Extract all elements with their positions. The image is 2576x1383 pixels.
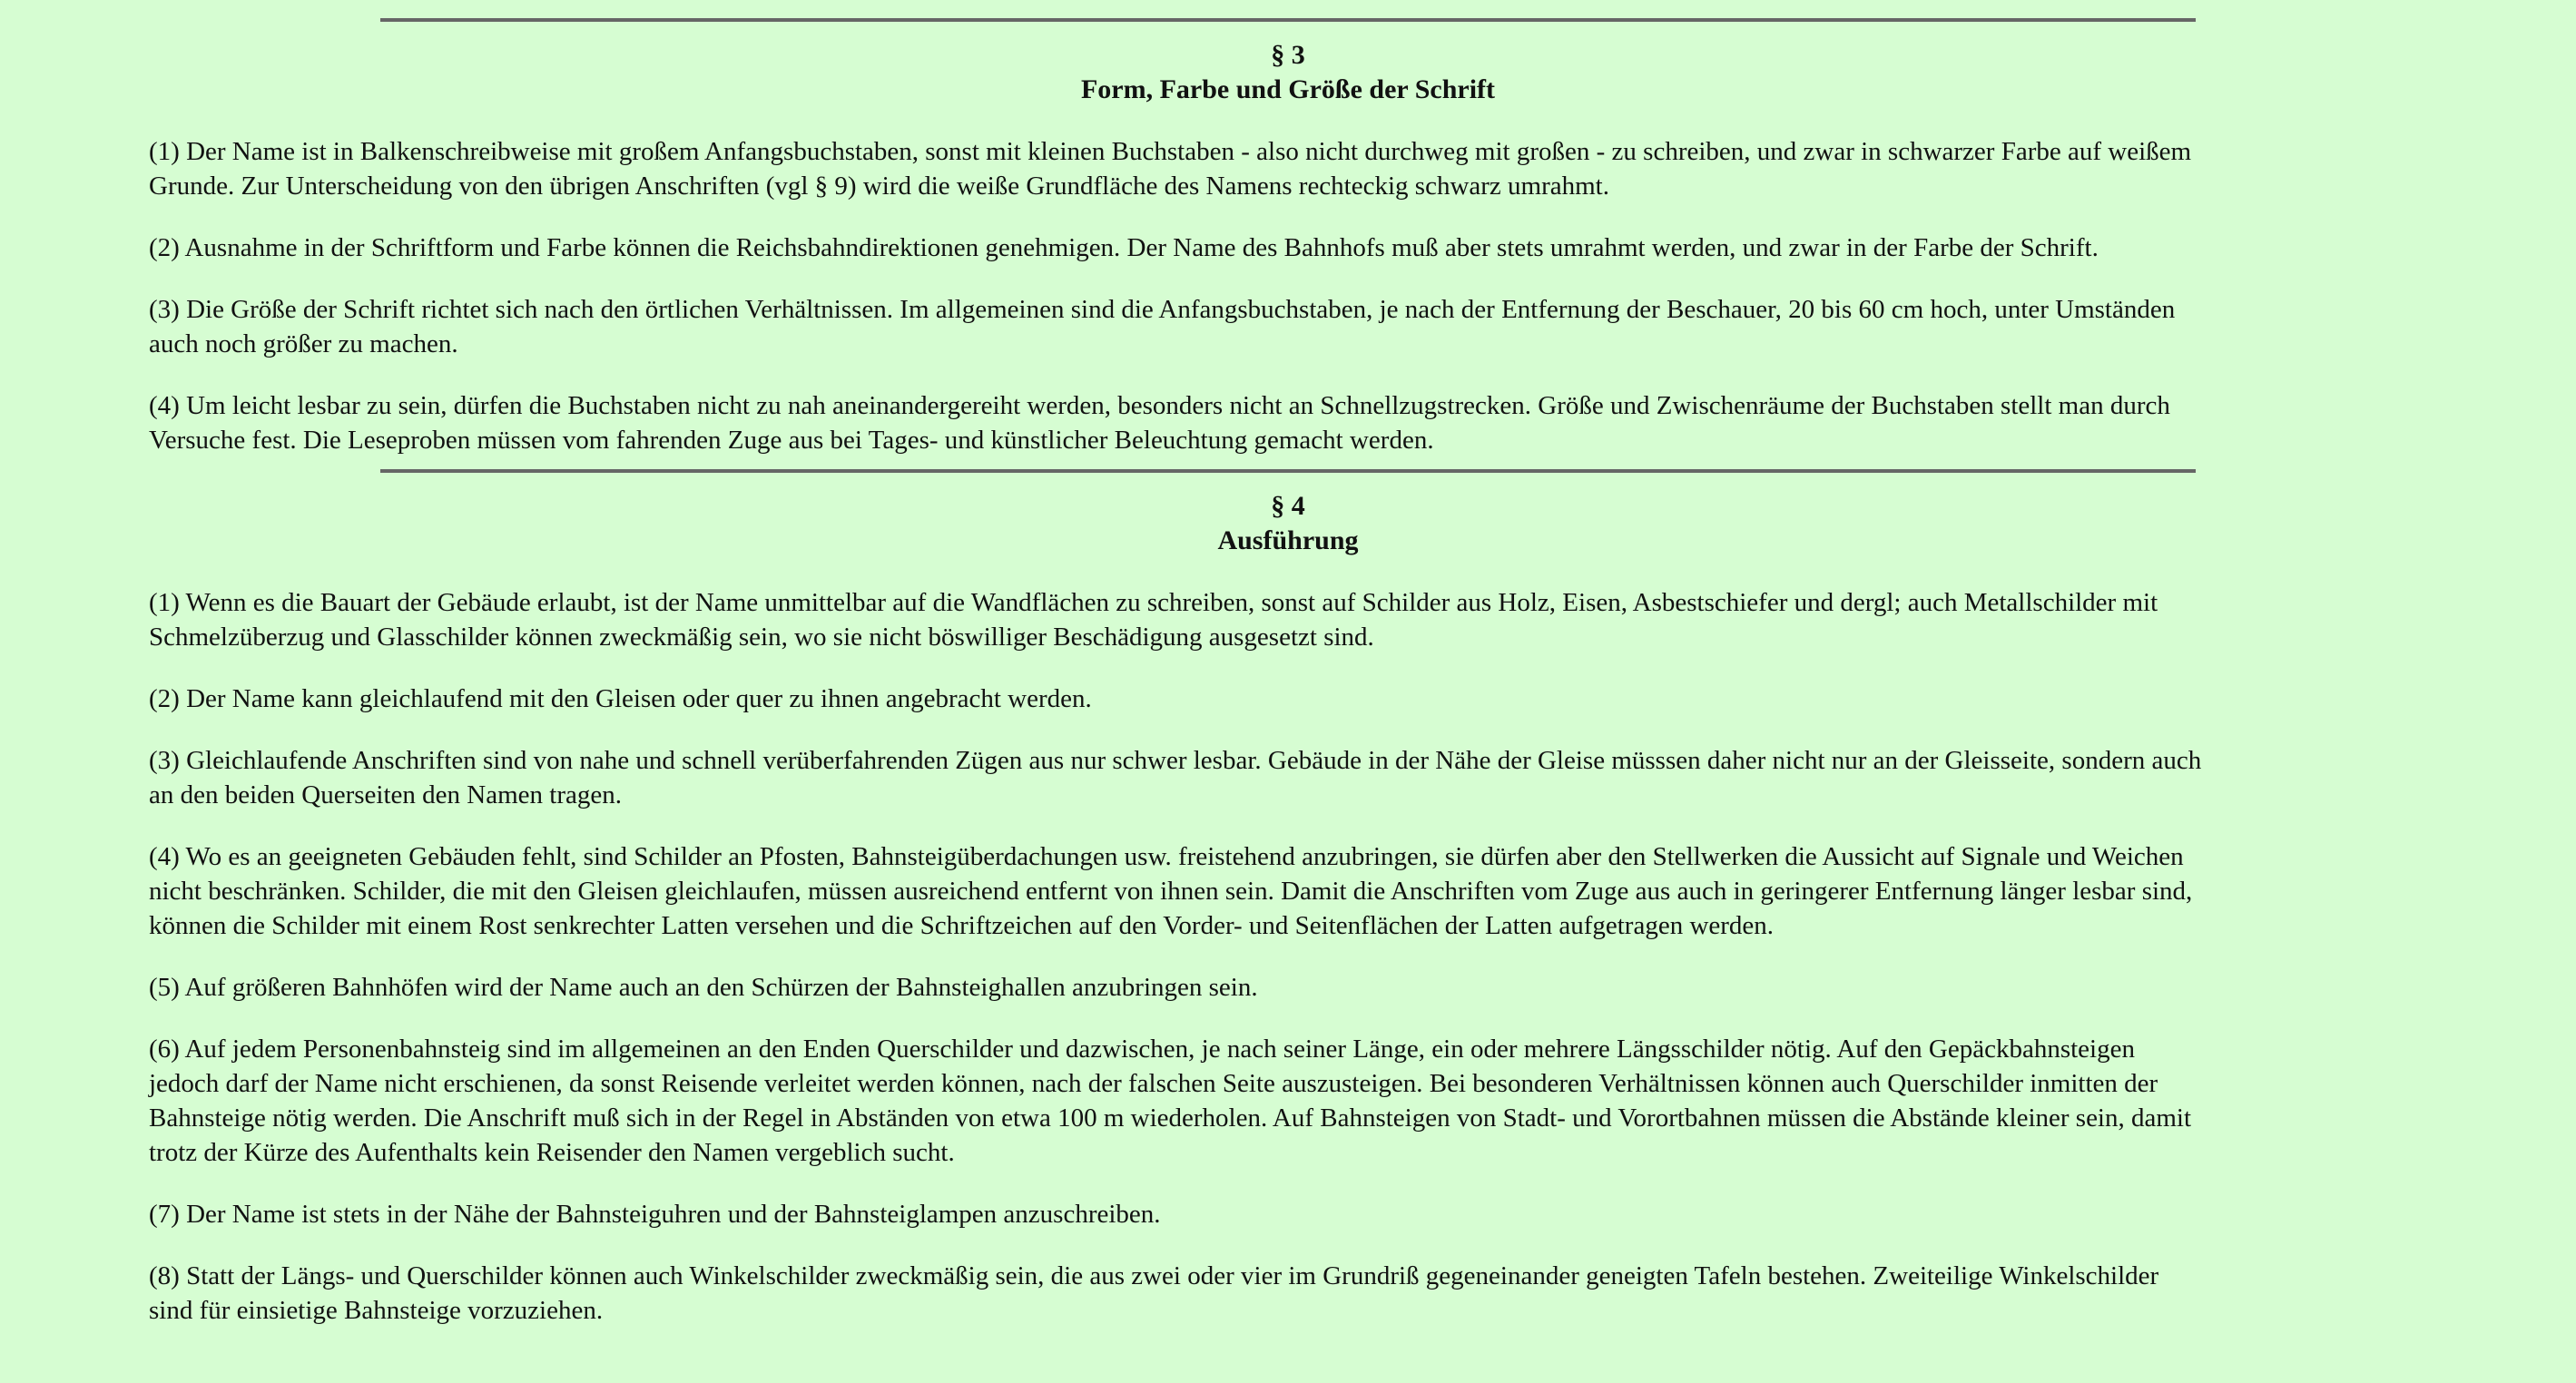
paragraph-line: (1) Wenn es die Bauart der Gebäude erlaubt, ist der Name unmittelbar auf die Wandflächen zu schreiben, sonst auf Schilder aus Holz, Eisen, Asbestschiefer und dergl; auch Metallschilder mit xyxy=(149,588,2158,617)
paragraph xyxy=(149,743,2427,812)
section-divider xyxy=(380,469,2196,473)
paragraph xyxy=(149,682,2427,716)
paragraph-line: (2) Der Name kann gleichlaufend mit den Gleisen oder quer zu ihnen angebracht werden. xyxy=(149,684,1092,713)
paragraph-line: Grunde. Zur Unterscheidung von den übrigen Anschriften (vgl § 9) wird die weiße Grundfläche des Namens rechteckig schwarz umrahmt. xyxy=(149,172,1609,201)
paragraph-line: sind für einsietige Bahnsteige vorzuziehen. xyxy=(149,1296,604,1325)
paragraph-line: Bahnsteige nötig werden. Die Anschrift muß sich in der Regel in Abständen von etwa 100 m wiederholen. Auf Bahnsteigen von Stadt- und Vorortbahnen müssen die Abstände kleiner sein, damit xyxy=(149,1103,2192,1133)
paragraph-line: (2) Ausnahme in der Schriftform und Farbe können die Reichsbahndirektionen genehmigen. Der Name des Bahnhofs muß aber stets umrahmt werden, und zwar in der Farbe der Schrift. xyxy=(149,233,2099,262)
section-heading xyxy=(149,489,2427,558)
section-body xyxy=(149,134,2427,457)
section-number: § 3 xyxy=(1271,40,1305,70)
section-title: Ausführung xyxy=(1217,525,1359,555)
section-number: § 4 xyxy=(1271,491,1305,521)
paragraph-line: (5) Auf größeren Bahnhöfen wird der Name auch an den Schürzen der Bahnsteighallen anzubringen sein. xyxy=(149,973,1258,1002)
paragraph-line: (3) Die Größe der Schrift richtet sich nach den örtlichen Verhältnissen. Im allgemeinen sind die Anfangsbuchstaben, je nach der Entfernung der Beschauer, 20 bis 60 cm hoch, unter Umständen xyxy=(149,295,2176,324)
paragraph-line: (3) Gleichlaufende Anschriften sind von nahe und schnell verüberfahrenden Zügen aus nur schwer lesbar. Gebäude in der Nähe der Gleise müsssen daher nicht nur an der Gleisseite, sondern auch xyxy=(149,746,2202,775)
paragraph-line: Schmelzüberzug und Glasschilder können zweckmäßig sein, wo sie nicht böswilliger Beschädigung ausgesetzt sind. xyxy=(149,623,1374,652)
section-body xyxy=(149,585,2427,1328)
paragraph-line: trotz der Kürze des Aufenthalts kein Reisender den Namen vergeblich sucht. xyxy=(149,1138,955,1167)
paragraph-line: auch noch größer zu machen. xyxy=(149,329,458,358)
paragraph xyxy=(149,970,2427,1005)
paragraph-line: (1) Der Name ist in Balkenschreibweise mit großem Anfangsbuchstaben, sonst mit kleinen Buchstaben - also nicht durchweg mit großen - zu schreiben, und zwar in schwarzer Farbe auf weißem xyxy=(149,137,2192,166)
paragraph-line: jedoch darf der Name nicht erschienen, da sonst Reisende verleitet werden können, nach der falschen Seite auszusteigen. Bei besonderen Verhältnissen können auch Querschilder inmitten der xyxy=(149,1069,2158,1098)
paragraph-line: (7) Der Name ist stets in der Nähe der Bahnsteiguhren und der Bahnsteiglampen anzuschreiben. xyxy=(149,1200,1161,1229)
paragraph-line: an den beiden Querseiten den Namen tragen. xyxy=(149,780,622,809)
paragraph xyxy=(149,134,2427,203)
section-title: Form, Farbe und Größe der Schrift xyxy=(1080,74,1496,104)
paragraph xyxy=(149,839,2427,943)
document-page xyxy=(149,0,2427,1355)
paragraph-line: (4) Um leicht lesbar zu sein, dürfen die Buchstaben nicht zu nah aneinandergereiht werden, besonders nicht an Schnellzugstrecken. Größe und Zwischenräume der Buchstaben stellt man durch xyxy=(149,391,2170,420)
paragraph xyxy=(149,1032,2427,1170)
paragraph-line: Versuche fest. Die Leseproben müssen vom fahrenden Zuge aus bei Tages- und künstlicher Beleuchtung gemacht werden. xyxy=(149,426,1434,455)
paragraph xyxy=(149,1197,2427,1231)
section-divider xyxy=(380,18,2196,22)
paragraph xyxy=(149,585,2427,654)
section-heading xyxy=(149,38,2427,107)
paragraph xyxy=(149,230,2427,265)
paragraph-line: (8) Statt der Längs- und Querschilder können auch Winkelschilder zweckmäßig sein, die aus zwei oder vier im Grundriß gegeneinander geneigten Tafeln bestehen. Zweiteilige Winkelschilder xyxy=(149,1261,2159,1290)
paragraph xyxy=(149,1259,2427,1328)
paragraph-line: (6) Auf jedem Personenbahnsteig sind im allgemeinen an den Enden Querschilder und dazwischen, je nach seiner Länge, ein oder mehrere Längsschilder nötig. Auf den Gepäckbahnsteigen xyxy=(149,1035,2135,1064)
paragraph-line: nicht beschränken. Schilder, die mit den Gleisen gleichlaufen, müssen ausreichend entfernt von ihnen sein. Damit die Anschriften vom Zuge aus auch in geringerer Entfernung länger lesbar sind, xyxy=(149,877,2193,906)
paragraph xyxy=(149,292,2427,361)
paragraph xyxy=(149,388,2427,457)
paragraph-line: können die Schilder mit einem Rost senkrechter Latten versehen und die Schriftzeichen auf den Vorder- und Seitenflächen der Latten aufgetragen werden. xyxy=(149,911,1775,940)
paragraph-line: (4) Wo es an geeigneten Gebäuden fehlt, sind Schilder an Pfosten, Bahnsteigüberdachungen usw. freistehend anzubringen, sie dürfen aber den Stellwerken die Aussicht auf Signale und Weichen xyxy=(149,842,2184,871)
